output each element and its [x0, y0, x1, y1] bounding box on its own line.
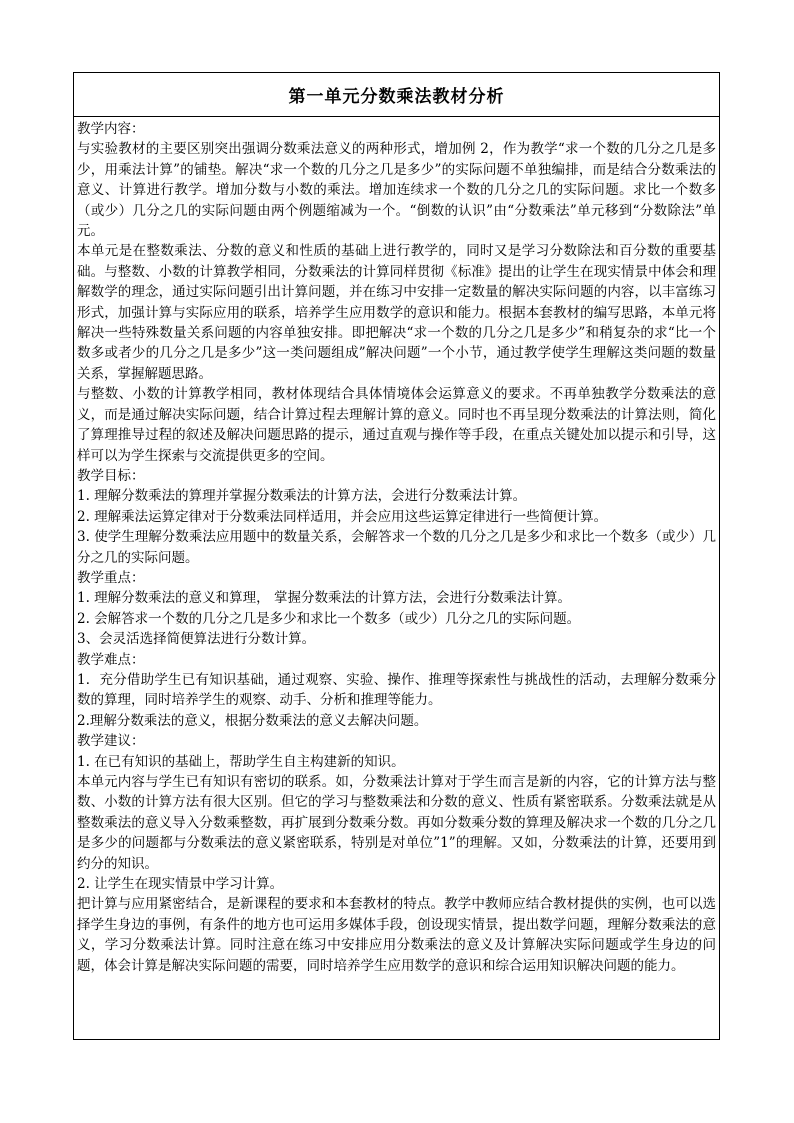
- section-heading-goals: 教学目标：: [77, 467, 145, 484]
- section-heading-suggestions: 教学建议：: [77, 733, 145, 750]
- list-item: 2. 让学生在现实情景中学习计算。: [77, 876, 284, 893]
- paragraph: 本单元是在整数乘法、分数的意义和性质的基础上进行教学的，同时又是学习分数除法和百分数的重要基础。与整数、小数的计算教学相同，分数乘法的计算同样贯彻《标准》提出的让学生在现实情景中体会和理解数学的理念，通过实际问题引出计算问题，并在练习中安排一定数量的解决实际问题的内容，以丰富练习形式，加强计算与实际应用的联系，培养学生应用数学的意识和能力。根据本套教材的编写思路，本单元将解决一些特殊数量关系问题的内容单独安排。即把解决“求一个数的几分之几是多少”和稍复杂的求“比一个数多或者少的几分之几是多少”这一类问题组成”解决问题”一个小节，通过教学使学生理解这类问题的数量关系，掌握解题思路。: [77, 243, 716, 382]
- paragraph: 与整数、小数的计算教学相同，教材体现结合具体情境体会运算意义的要求。不再单独教学分数乘法的意义，而是通过解决实际问题，结合计算过程去理解计算的意义。同时也不再呈现分数乘法的计算法则，简化了算理推导过程的叙述及解决问题思路的提示，通过直观与操作等手段，在重点关键处加以提示和引导，这样可以为学生探索与交流提供更多的空间。: [77, 386, 716, 464]
- list-item: 2. 理解乘法运算定律对于分数乘法同样适用，并会应用这些运算定律进行一些简便计算。: [77, 508, 608, 525]
- document-title: 第一单元分数乘法教材分析: [288, 87, 505, 107]
- section-heading-content: 教学内容：: [77, 121, 145, 137]
- list-item: 1. 理解分数乘法的意义和算理， 掌握分数乘法的计算方法，会进行分数乘法计算。: [77, 590, 571, 607]
- list-item: 1. 理解分数乘法的算理并掌握分数乘法的计算方法，会进行分数乘法计算。: [77, 488, 527, 505]
- list-item: 3、会灵活选择简便算法进行分数计算。: [77, 631, 316, 648]
- list-item: 2.理解分数乘法的意义，根据分数乘法的意义去解决问题。: [77, 712, 428, 729]
- paragraph: 把计算与应用紧密结合，是新课程的要求和本套教材的特点。教学中教师应结合教材提供的实例，也可以选择学生身边的事例，有条件的地方也可运用多媒体手段，创设现实情景，提出数学问题，理解分数乘法的意义，学习分数乘法计算。同时注意在练习中安排应用分数乘法的意义及计算解决实际问题或学生身边的问题，体会计算是解决实际问题的需要，同时培养学生应用数学的意识和综合运用知识解决问题的能力。: [77, 896, 716, 974]
- list-item: 3. 使学生理解分数乘法应用题中的数量关系，会解答求一个数的几分之几是多少和求比一个数多（或少）几分之几的实际问题。: [77, 529, 716, 566]
- list-item: 2. 会解答求一个数的几分之几是多少和求比一个数多（或少）几分之几的实际问题。: [77, 610, 581, 627]
- list-item: 1．充分借助学生已有知识基础，通过观察、实验、操作、推理等探索性与挑战性的活动，去理解分数乘分数的算理，同时培养学生的观察、动手、分析和推理等能力。: [77, 671, 716, 709]
- document-table: [73, 72, 720, 1040]
- section-heading-difficulties: 教学难点：: [77, 651, 145, 668]
- paragraph: 与实验教材的主要区别突出强调分数乘法意义的两种形式，增加例 2，作为教学“求一个数的几分之几是多少，用乘法计算”的铺垫。解决“求一个数的几分之几是多少”的实际问题不单独编排，而是结合分数乘法的意义、计算进行教学。增加分数与小数的乘法。增加连续求一个数的几分之几的实际问题。求比一个数多（或少）几分之几的实际问题由两个例题缩减为一个。“倒数的认识”由“分数乘法”单元移到“分数除法”单元。: [77, 141, 716, 240]
- section-heading-key-points: 教学重点：: [77, 569, 145, 586]
- list-item: 1. 在已有知识的基础上，帮助学生自主构建新的知识。: [77, 753, 405, 770]
- paragraph: 本单元内容与学生已有知识有密切的联系。如，分数乘法计算对于学生而言是新的内容，它的计算方法与整数、小数的计算方法有很大区别。但它的学习与整数乘法和分数的意义、性质有紧密联系。分数乘法就是从整数乘法的意义导入分数乘整数，再扩展到分数乘分数。再如分数乘分数的算理及解决求一个数的几分之几是多少的问题都与分数乘法的意义紧密联系，特别是对单位”1”的理解。又如，分数乘法的计算，还要用到约分的知识。: [77, 774, 716, 872]
- title-row: [74, 73, 719, 117]
- document-body: [74, 117, 719, 976]
